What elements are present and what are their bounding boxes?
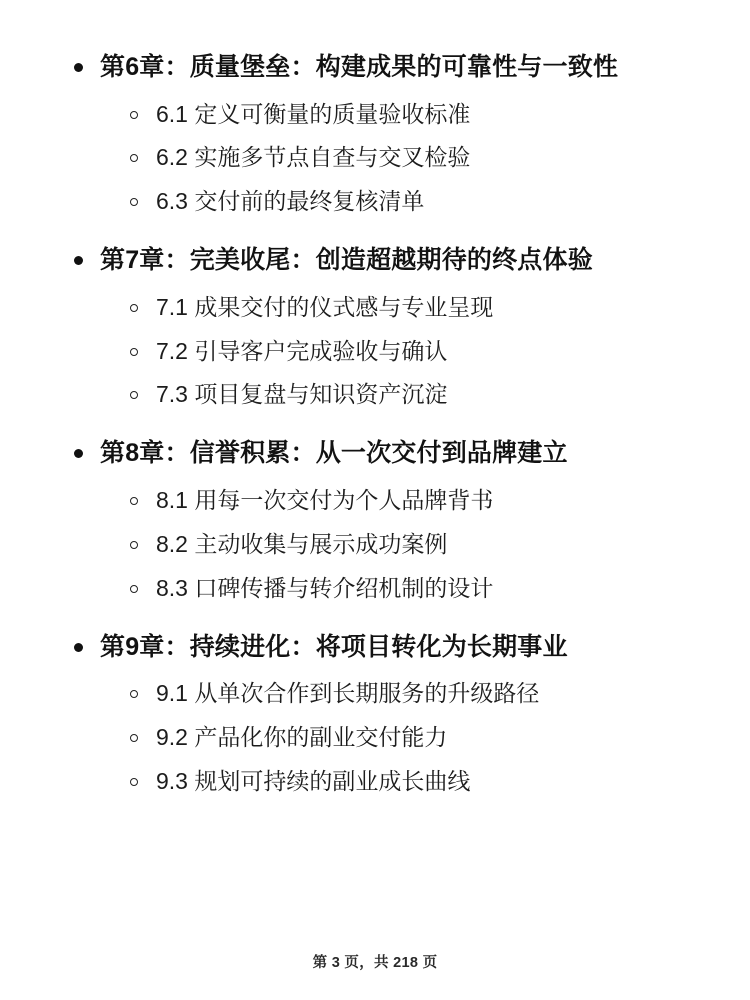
- section-title[interactable]: 9.1 从单次合作到长期服务的升级路径: [156, 680, 540, 707]
- bullet-hollow-icon: [130, 690, 138, 698]
- bullet-hollow-icon: [130, 304, 138, 312]
- bullet-hollow-icon: [130, 154, 138, 162]
- toc-chapter: [60, 630, 690, 797]
- section-title[interactable]: 8.2 主动收集与展示成功案例: [156, 530, 448, 557]
- toc-section: [100, 337, 690, 367]
- section-title[interactable]: 8.3 口碑传播与转介绍机制的设计: [156, 574, 494, 601]
- section-title[interactable]: 7.2 引导客户完成验收与确认: [156, 337, 448, 364]
- toc-section: [100, 679, 690, 709]
- bullet-hollow-icon: [130, 778, 138, 786]
- bullet-hollow-icon: [130, 348, 138, 356]
- toc-chapter: [60, 436, 690, 603]
- section-title[interactable]: 9.3 规划可持续的副业成长曲线: [156, 767, 471, 794]
- bullet-hollow-icon: [130, 111, 138, 119]
- toc-section: [100, 187, 690, 217]
- page-footer: 第 3 页，共 218 页: [312, 955, 438, 971]
- section-title[interactable]: 6.3 交付前的最终复核清单: [156, 188, 425, 215]
- bullet-filled-icon: [74, 643, 83, 652]
- bullet-filled-icon: [74, 449, 83, 458]
- bullet-hollow-icon: [130, 497, 138, 505]
- section-list: [100, 679, 690, 797]
- bullet-hollow-icon: [130, 541, 138, 549]
- section-title[interactable]: 9.2 产品化你的副业交付能力: [156, 723, 448, 750]
- toc-section: [100, 530, 690, 560]
- toc-chapter: [60, 243, 690, 410]
- toc-section: [100, 380, 690, 410]
- toc-section: [100, 486, 690, 516]
- toc-section: [100, 767, 690, 797]
- section-title[interactable]: 7.1 成果交付的仪式感与专业呈现: [156, 293, 494, 320]
- section-list: [100, 100, 690, 218]
- section-title[interactable]: 8.1 用每一次交付为个人品牌背书: [156, 486, 494, 513]
- section-list: [100, 486, 690, 604]
- bullet-hollow-icon: [130, 734, 138, 742]
- chapter-title[interactable]: 第7章：完美收尾：创造超越期待的终点体验: [100, 246, 593, 275]
- toc-section: [100, 293, 690, 323]
- toc-section: [100, 574, 690, 604]
- section-title[interactable]: 7.3 项目复盘与知识资产沉淀: [156, 381, 448, 408]
- bullet-filled-icon: [74, 256, 83, 265]
- chapter-title[interactable]: 第6章：质量堡垒：构建成果的可靠性与一致性: [100, 53, 619, 81]
- section-title[interactable]: 6.1 定义可衡量的质量验收标准: [156, 100, 471, 127]
- bullet-hollow-icon: [130, 585, 138, 593]
- toc-chapter: [60, 50, 690, 217]
- toc-section: [100, 723, 690, 753]
- bullet-hollow-icon: [130, 198, 138, 206]
- bullet-filled-icon: [74, 63, 83, 72]
- toc-section: [100, 100, 690, 130]
- chapter-title[interactable]: 第9章：持续进化：将项目转化为长期事业: [100, 632, 568, 661]
- section-title[interactable]: 6.2 实施多节点自查与交叉检验: [156, 144, 471, 171]
- toc-section: [100, 143, 690, 173]
- chapter-title[interactable]: 第8章：信誉积累：从一次交付到品牌建立: [100, 439, 568, 468]
- section-list: [100, 293, 690, 411]
- table-of-contents: [60, 50, 690, 797]
- bullet-hollow-icon: [130, 391, 138, 399]
